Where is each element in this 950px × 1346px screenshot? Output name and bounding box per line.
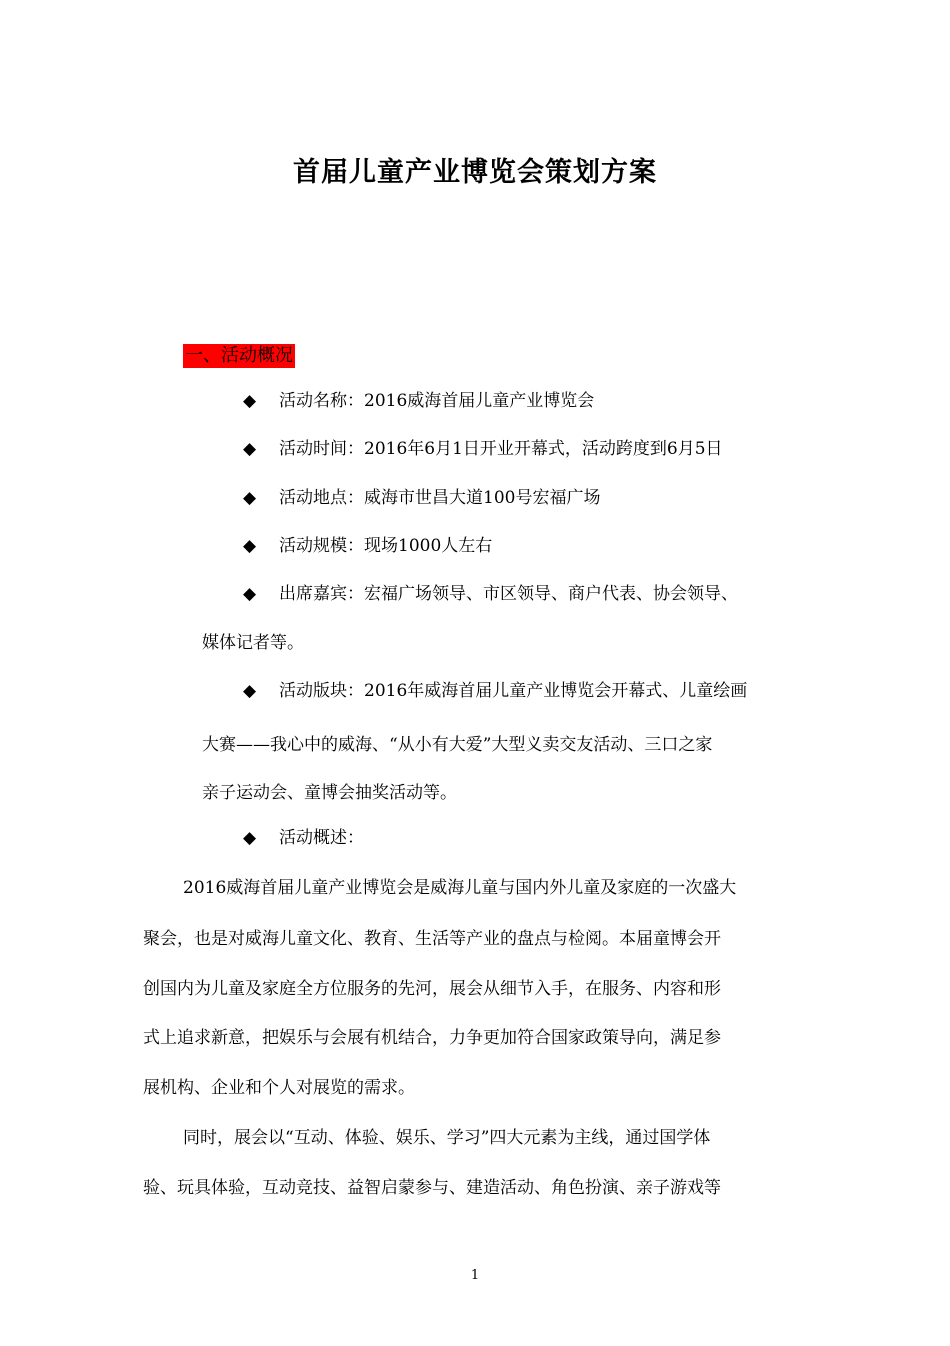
paragraph-line: 展机构、企业和个人对展览的需求。: [143, 1078, 415, 1098]
bullet-text: 活动地点：威海市世昌大道100号宏福广场: [279, 488, 601, 508]
paragraph-line: 聚会，也是对威海儿童文化、教育、生活等产业的盘点与检阅。本届童博会开: [143, 929, 721, 949]
paragraph-line: 同时，展会以“互动、体验、娱乐、学习”四大元素为主线，通过国学体: [183, 1128, 711, 1148]
bullet-continuation: 亲子运动会、童博会抽奖活动等。: [202, 783, 457, 803]
bullet-continuation: 大赛——我心中的威海、“从小有大爱”大型义卖交友活动、三口之家: [202, 735, 713, 755]
paragraph-line: 式上追求新意，把娱乐与会展有机结合，力争更加符合国家政策导向，满足参: [143, 1028, 721, 1048]
bullet-item-sections: [243, 679, 747, 703]
bullet-item-name: [243, 389, 594, 413]
diamond-bullet-icon: ◆: [243, 536, 257, 556]
page-number: 1: [470, 1268, 480, 1283]
bullet-text: 活动名称：2016威海首届儿童产业博览会: [279, 391, 595, 411]
bullet-item-guests: [243, 582, 738, 606]
paragraph-line: 创国内为儿童及家庭全方位服务的先河，展会从细节入手，在服务、内容和形: [143, 979, 721, 999]
diamond-bullet-icon: ◆: [243, 391, 257, 411]
paragraph-line: 验、玩具体验，互动竞技、益智启蒙参与、建造活动、角色扮演、亲子游戏等: [143, 1178, 721, 1198]
bullet-continuation: 媒体记者等。: [202, 633, 304, 653]
diamond-bullet-icon: ◆: [243, 584, 257, 604]
bullet-item-location: [243, 486, 600, 510]
paragraph-line: 2016威海首届儿童产业博览会是威海儿童与国内外儿童及家庭的一次盛大: [183, 878, 737, 898]
diamond-bullet-icon: ◆: [243, 488, 257, 508]
diamond-bullet-icon: ◆: [243, 828, 257, 848]
section-heading-overview: 一、活动概况: [185, 345, 293, 366]
bullet-text: 出席嘉宾：宏福广场领导、市区领导、商户代表、协会领导、: [279, 584, 738, 604]
bullet-text: 活动规模：现场1000人左右: [279, 536, 493, 556]
bullet-text: 活动概述：: [279, 828, 364, 848]
bullet-item-scale: [243, 534, 492, 558]
bullet-item-overview: [243, 826, 364, 850]
bullet-text: 活动时间：2016年6月1日开业开幕式，活动跨度到6月5日: [279, 439, 723, 459]
document-title: 首届儿童产业博览会策划方案: [293, 157, 657, 188]
bullet-item-time: [243, 437, 723, 461]
bullet-text: 活动版块：2016年威海首届儿童产业博览会开幕式、儿童绘画: [279, 681, 748, 701]
diamond-bullet-icon: ◆: [243, 681, 257, 701]
diamond-bullet-icon: ◆: [243, 439, 257, 459]
